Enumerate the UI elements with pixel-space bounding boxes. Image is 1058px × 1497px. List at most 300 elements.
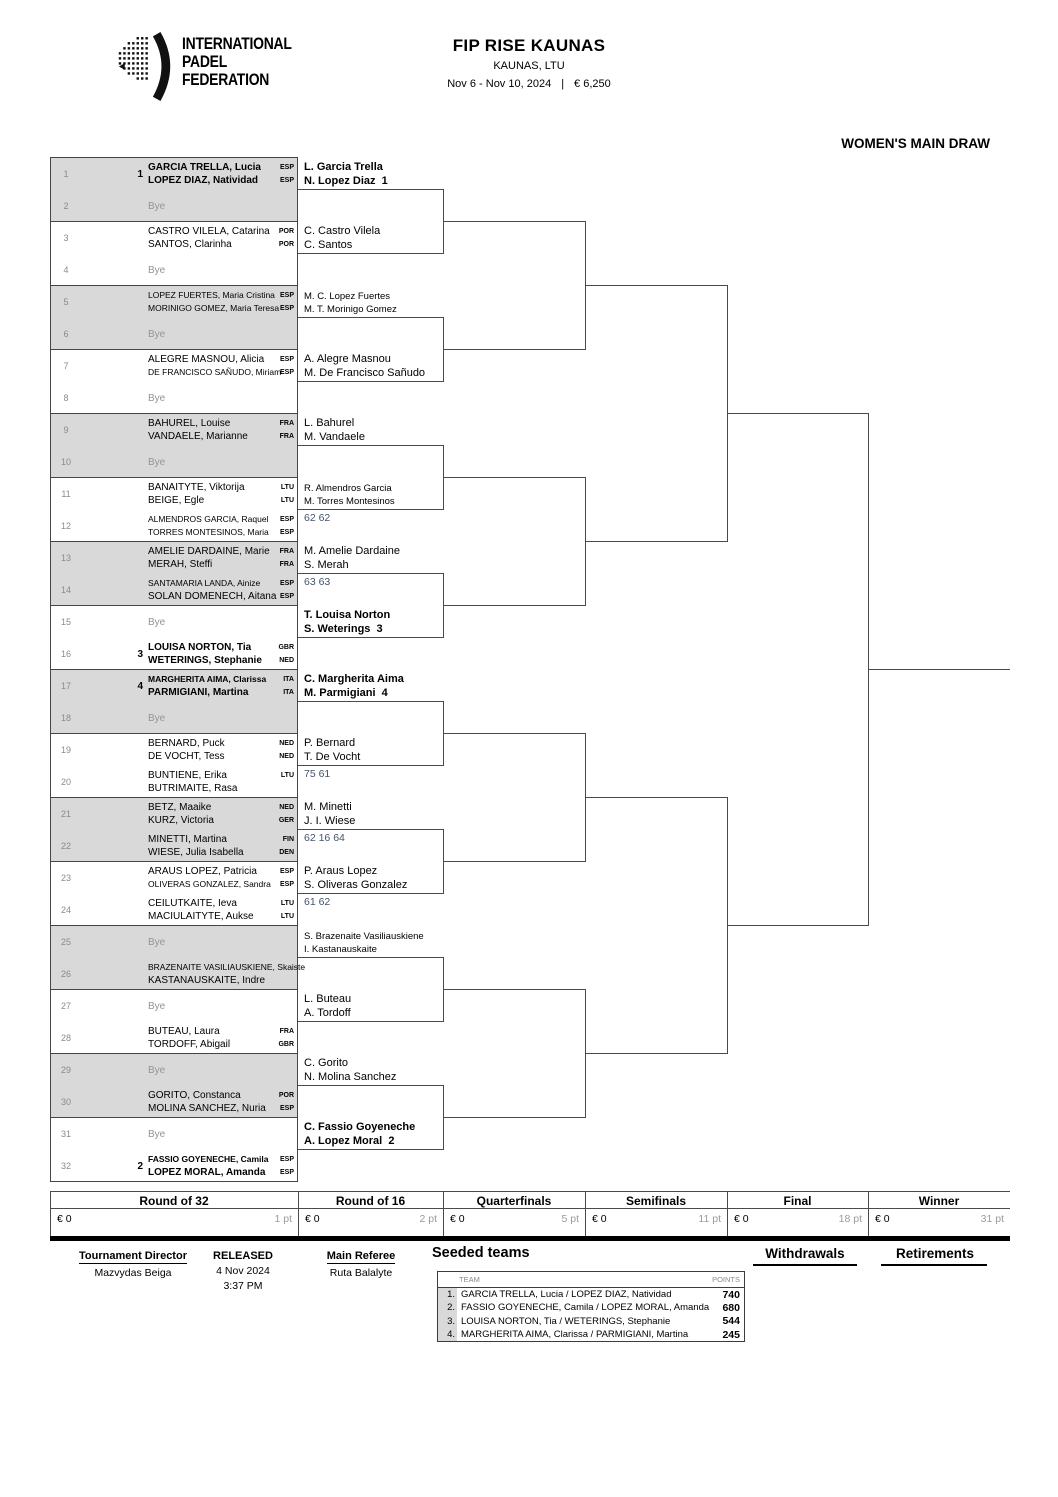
country-code	[292, 961, 294, 974]
retirements-heading: Retirements	[895, 1246, 975, 1261]
tournament-dates	[0, 78, 1058, 90]
bracket-slot	[51, 574, 297, 606]
winner-name: S. Weterings 3	[304, 622, 383, 635]
country-code: NED	[279, 740, 294, 747]
country-code: ESP	[279, 593, 294, 600]
country-code: GBR	[278, 1041, 294, 1048]
match-block	[50, 221, 298, 286]
winner-name: L. Garcia Trella	[304, 161, 383, 173]
slot-number: 20	[60, 777, 71, 787]
player-name: SOLAN DOMENECH, Aitana	[148, 591, 277, 602]
bracket-slot	[51, 478, 297, 510]
seeded-team-name: MARGHERITA AIMA, Clarissa / PARMIGIANI, Martina	[461, 1329, 689, 1341]
slot-number: 9	[63, 425, 69, 435]
country-code: FRA	[279, 420, 294, 427]
slot-number: 4	[63, 265, 69, 275]
team-names	[148, 1150, 268, 1182]
slot-number: 15	[60, 617, 71, 627]
slot-number: 28	[60, 1033, 71, 1043]
country-code: FRA	[279, 433, 294, 440]
country-code: ESP	[279, 1105, 294, 1112]
slot-number: 27	[60, 1001, 71, 1011]
country-code: GER	[278, 817, 294, 824]
country-codes	[280, 414, 294, 446]
player-name: LOPEZ FUERTES, Maria Cristina	[148, 290, 275, 300]
winner-name: N. Lopez Diaz 1	[304, 174, 388, 187]
country-code: LTU	[280, 497, 294, 504]
player-name: BANAITYTE, Viktorija	[148, 482, 245, 493]
slot-number: 31	[60, 1129, 71, 1139]
round-points: 2 pt	[419, 1213, 437, 1225]
match-block	[50, 541, 298, 606]
winner-name: J. I. Wiese	[304, 814, 356, 827]
main-referee-name: Ruta Balalyte	[329, 1267, 393, 1279]
slot-number: 23	[60, 873, 71, 883]
player-name: CEILUTKAITE, Ieva	[148, 898, 237, 909]
round-points: 18 pt	[838, 1213, 862, 1225]
round16-team-line	[298, 253, 443, 254]
seeded-team-name: GARCIA TRELLA, Lucia / LOPEZ DIAZ, Natividad	[461, 1289, 672, 1301]
match-block	[50, 605, 298, 670]
match-block	[50, 1053, 298, 1118]
round-label: Final	[783, 1194, 812, 1208]
country-codes	[279, 734, 294, 766]
winner-name: S. Oliveras Gonzalez	[304, 878, 408, 891]
bracket-slot	[51, 414, 297, 446]
player-name: ARAUS LOPEZ, Patricia	[148, 866, 257, 877]
seeded-team-row	[438, 1301, 744, 1314]
round16-team	[304, 800, 454, 828]
winner-name: M. T. Morinigo Gomez	[304, 303, 397, 315]
main-referee-block	[300, 1250, 422, 1279]
player-name: VANDAELE, Marianne	[148, 431, 248, 442]
slot-number: 7	[63, 361, 69, 371]
bracket-slot	[51, 158, 297, 190]
player-name: ALEGRE MASNOU, Alicia	[148, 354, 265, 365]
country-codes	[281, 478, 294, 510]
bye-label: Bye	[148, 936, 166, 948]
round-prize: € 0	[450, 1213, 465, 1225]
logo-line: PADEL	[182, 52, 227, 71]
slot-number: 22	[60, 841, 71, 851]
round16-team-line	[298, 381, 443, 382]
country-codes	[279, 222, 294, 254]
round16-team-line	[298, 829, 443, 830]
bye-label: Bye	[148, 1000, 166, 1012]
match-block	[50, 477, 298, 542]
bracket-slot	[51, 638, 297, 670]
seeded-table-header	[438, 1272, 744, 1288]
match-block	[50, 925, 306, 990]
bracket-slot	[51, 446, 297, 478]
team-column-header: TEAM	[459, 1275, 480, 1284]
slot-number: 12	[60, 521, 71, 531]
slot-number: 30	[60, 1097, 71, 1107]
slot-number: 3	[63, 233, 69, 243]
round16-team-line	[298, 957, 443, 958]
country-codes	[280, 510, 294, 542]
seed-number: 3	[137, 648, 143, 660]
seeded-team-points: 544	[722, 1315, 740, 1328]
team-names	[148, 542, 270, 574]
bracket-slot	[51, 318, 297, 350]
seeded-team-row	[438, 1288, 744, 1301]
player-name: MACIULAITYTE, Aukse	[148, 911, 254, 922]
match-block	[50, 1117, 298, 1182]
round16-team	[304, 224, 454, 252]
country-codes	[280, 862, 294, 894]
match-block	[50, 989, 298, 1054]
bracket-connector-line	[443, 989, 585, 990]
bracket-slot	[51, 926, 297, 958]
seed-number: 4	[137, 680, 143, 692]
bracket-slot	[51, 286, 297, 318]
round16-team	[304, 736, 454, 764]
country-codes	[280, 574, 294, 606]
player-name: AMELIE DARDAINE, Marie	[148, 546, 270, 557]
bracket-connector-line	[443, 477, 585, 478]
round-label: Round of 32	[139, 1194, 209, 1208]
player-name: MORINIGO GOMEZ, Maria Teresa	[148, 303, 280, 313]
round-points: 5 pt	[561, 1213, 579, 1225]
round16-team	[304, 608, 454, 636]
round-label: Semifinals	[625, 1194, 687, 1208]
round16-team	[304, 544, 454, 572]
match-block	[50, 349, 298, 414]
team-names	[148, 862, 271, 894]
tournament-director-block	[60, 1250, 206, 1279]
released-time: 3:37 PM	[223, 1280, 263, 1292]
team-names	[148, 222, 270, 254]
slot-number: 14	[60, 585, 71, 595]
slot-number: 25	[60, 937, 71, 947]
slot-number: 17	[60, 681, 71, 691]
slot-number: 24	[60, 905, 71, 915]
player-name: BUTEAU, Laura	[148, 1026, 220, 1037]
bracket-connector-line	[585, 285, 727, 286]
seeded-team-row	[438, 1315, 744, 1328]
seed-number: 1	[137, 168, 143, 180]
country-code: ESP	[279, 177, 294, 184]
seeded-team-points: 740	[722, 1288, 740, 1301]
round16-team-line	[298, 189, 443, 190]
country-code: ESP	[279, 868, 294, 875]
country-code: LTU	[280, 913, 294, 920]
country-code: ESP	[279, 292, 294, 299]
bracket-slot	[51, 1086, 297, 1118]
bracket-slot	[51, 190, 297, 222]
country-code: ESP	[279, 369, 294, 376]
bye-label: Bye	[148, 1064, 166, 1076]
country-codes	[283, 670, 294, 702]
tournament-header	[0, 36, 1058, 90]
seed-rank: 3.	[438, 1315, 457, 1328]
country-code: ESP	[279, 516, 294, 523]
round-points: 1 pt	[274, 1213, 292, 1225]
tournament-location: KAUNAS, LTU	[493, 60, 565, 72]
bracket-slot	[51, 510, 297, 542]
round16-team-line	[298, 765, 443, 766]
round16-team-line	[298, 509, 443, 510]
tournament-title: FIP RISE KAUNAS	[452, 36, 606, 55]
winner-name: A. Tordoff	[304, 1006, 351, 1019]
player-name: BAHUREL, Louise	[148, 418, 231, 429]
round16-team-line	[298, 701, 443, 702]
main-referee-label: Main Referee	[326, 1250, 396, 1262]
winner-name: M. De Francisco Sañudo	[304, 366, 426, 379]
winner-name: M. Torres Montesinos	[304, 495, 395, 507]
winner-name: S. Merah	[304, 558, 349, 571]
country-codes	[292, 958, 294, 990]
seed-rank: 4.	[438, 1328, 457, 1341]
player-name: MARGHERITA AIMA, Clarissa	[148, 674, 267, 684]
country-codes	[281, 894, 294, 926]
slot-number: 29	[60, 1065, 71, 1075]
bracket-slot	[51, 606, 297, 638]
seed-rank: 1.	[438, 1288, 457, 1301]
slot-number: 10	[60, 457, 71, 467]
bracket-slot	[51, 542, 297, 574]
bye-label: Bye	[148, 328, 166, 340]
player-name: BETZ, Maaike	[148, 802, 212, 813]
bracket-connector-line	[443, 1117, 585, 1118]
retirements-rule	[881, 1264, 987, 1266]
round16-team	[304, 992, 454, 1020]
country-codes	[280, 158, 294, 190]
team-names	[148, 894, 254, 926]
date-range: Nov 6 - Nov 10, 2024	[447, 78, 552, 90]
winner-name: C. Margherita Aima	[304, 673, 404, 685]
match-block	[50, 797, 298, 862]
round16-team-line	[298, 893, 443, 894]
country-code: FIN	[282, 836, 294, 843]
country-code: DEN	[279, 849, 294, 856]
seed-rank: 2.	[438, 1301, 457, 1314]
prize-money: € 6,250	[574, 78, 611, 90]
round16-team	[304, 160, 454, 188]
released-date: 4 Nov 2024	[216, 1265, 270, 1277]
slot-number: 18	[60, 713, 71, 723]
round-label: Quarterfinals	[476, 1194, 552, 1208]
round-points: 31 pt	[980, 1213, 1004, 1225]
tournament-director-name: Mazvydas Beiga	[94, 1267, 172, 1279]
country-code	[281, 782, 294, 795]
player-name: BRAZENAITE VASILIAUSKIENE, Skaiste	[148, 962, 306, 972]
country-code: ESP	[279, 529, 294, 536]
player-name: GARCIA TRELLA, Lucia	[148, 162, 261, 173]
round-label: Round of 16	[335, 1194, 406, 1208]
player-name: WETERINGS, Stephanie	[148, 655, 262, 666]
bracket-connector-line	[727, 925, 868, 926]
team-names	[148, 734, 225, 766]
logo-line: INTERNATIONAL	[182, 34, 292, 53]
slot-number: 8	[63, 393, 69, 403]
round-prize: € 0	[592, 1213, 607, 1225]
team-names	[148, 830, 244, 862]
slot-number: 11	[61, 489, 71, 499]
country-codes	[280, 350, 294, 382]
player-name: TORRES MONTESINOS, Maria	[148, 527, 269, 537]
team-names	[148, 478, 245, 510]
bracket-slot	[51, 1054, 297, 1086]
bracket-connector-line	[727, 413, 868, 414]
released-label: RELEASED	[213, 1250, 273, 1262]
seeded-team-name: LOUISA NORTON, Tia / WETERINGS, Stephanie	[461, 1315, 671, 1327]
winner-name: P. Bernard	[304, 737, 356, 749]
round16-team	[304, 864, 454, 892]
round16-team	[304, 416, 454, 444]
match-block	[50, 157, 298, 222]
country-code: NED	[279, 753, 294, 760]
round16-team-line	[298, 1021, 443, 1022]
round16-team	[304, 1120, 454, 1148]
player-name: BUTRIMAITE, Rasa	[148, 783, 238, 794]
winner-name: M. Minetti	[304, 801, 352, 813]
match-score: 62 62	[304, 512, 331, 524]
country-codes	[281, 766, 294, 798]
points-column-header: POINTS	[712, 1275, 740, 1284]
winner-name: C. Gorito	[304, 1057, 349, 1069]
country-codes	[279, 798, 294, 830]
seeded-team-name: FASSIO GOYENECHE, Camila / LOPEZ MORAL, Amanda	[461, 1302, 710, 1314]
country-code: ITA	[283, 676, 294, 683]
winner-name: L. Bahurel	[304, 417, 355, 429]
bye-label: Bye	[148, 264, 166, 276]
logo-line: FEDERATION	[182, 70, 270, 89]
bracket-slot	[51, 766, 297, 798]
bye-label: Bye	[148, 616, 166, 628]
slot-number: 6	[63, 329, 69, 339]
bracket-slot	[51, 862, 297, 894]
bracket-slot	[51, 670, 297, 702]
player-name: GORITO, Constanca	[148, 1090, 241, 1101]
team-names	[148, 350, 281, 382]
withdrawals-rule	[753, 1264, 857, 1266]
slot-number: 21	[60, 809, 71, 819]
bracket-connector-line	[443, 221, 585, 222]
match-score: 62 16 64	[304, 832, 345, 844]
team-names	[148, 958, 305, 990]
team-names	[148, 766, 237, 798]
seeded-team-points: 245	[722, 1328, 740, 1341]
round16-team-line	[298, 1149, 443, 1150]
round16-team-line	[298, 317, 443, 318]
bracket-connector-line	[443, 605, 585, 606]
country-codes	[280, 286, 294, 318]
winner-name: M. C. Lopez Fuertes	[304, 291, 391, 302]
match-block	[50, 733, 298, 798]
player-name: DE FRANCISCO SAÑUDO, Miriam	[148, 367, 282, 377]
released-block	[196, 1250, 290, 1292]
seeded-team-points: 680	[722, 1301, 740, 1314]
country-code: ESP	[279, 164, 294, 171]
player-name: OLIVERAS GONZALEZ, Sandra	[148, 879, 271, 889]
round-points: 11 pt	[698, 1213, 721, 1225]
round16-team	[304, 290, 454, 316]
bracket-connector-line	[585, 1053, 727, 1054]
bracket-slot	[51, 254, 297, 286]
bracket-slot	[51, 1150, 297, 1182]
round-label: Winner	[918, 1194, 960, 1208]
team-names	[148, 158, 261, 190]
team-names	[148, 798, 214, 830]
bracket-connector-line	[443, 733, 585, 734]
round16-team-line	[298, 573, 443, 574]
bracket-slot	[51, 798, 297, 830]
round-prize: € 0	[57, 1213, 72, 1225]
country-codes	[280, 1150, 294, 1182]
country-code: FRA	[279, 548, 294, 555]
round16-team	[304, 672, 454, 700]
player-name: WIESE, Julia Isabella	[148, 847, 244, 858]
player-name: FASSIO GOYENECHE, Camila	[148, 1154, 269, 1164]
winner-name: A. Alegre Masnou	[304, 353, 391, 365]
player-name: LOUISA NORTON, Tia	[148, 642, 252, 653]
bracket-connector-line	[585, 541, 727, 542]
country-code: ESP	[279, 356, 294, 363]
country-codes	[279, 830, 294, 862]
winner-name: S. Brazenaite Vasiliauskiene	[304, 931, 424, 942]
country-code: NED	[279, 657, 294, 664]
round-prize: € 0	[734, 1213, 749, 1225]
country-codes	[280, 542, 294, 574]
slot-number: 13	[60, 553, 71, 563]
match-score: 75 61	[304, 768, 331, 780]
winner-name: A. Lopez Moral 2	[304, 1134, 395, 1147]
team-names	[148, 574, 276, 606]
player-name: SANTAMARIA LANDA, Ainize	[148, 578, 261, 588]
country-code: FRA	[279, 561, 294, 568]
slot-number: 32	[60, 1161, 71, 1171]
round-prize: € 0	[305, 1213, 320, 1225]
player-name: LOPEZ DIAZ, Natividad	[148, 175, 259, 186]
country-code: NED	[279, 804, 294, 811]
player-name: BEIGE, Egle	[148, 495, 205, 506]
team-names	[148, 1022, 230, 1054]
player-name: MINETTI, Martina	[148, 834, 227, 845]
country-code: LTU	[280, 772, 294, 779]
slot-number: 26	[60, 969, 71, 979]
country-codes	[278, 1022, 294, 1054]
bye-label: Bye	[148, 200, 166, 212]
team-names	[148, 638, 262, 670]
bye-label: Bye	[148, 712, 166, 724]
team-names	[148, 1086, 266, 1118]
winner-name: M. Vandaele	[304, 430, 365, 443]
winner-name: C. Castro Vilela	[304, 225, 381, 237]
round16-team-line	[298, 637, 443, 638]
round16-team-line	[298, 445, 443, 446]
country-code: POR	[278, 1092, 294, 1099]
country-code: FRA	[279, 1028, 294, 1035]
round-prize: € 0	[875, 1213, 890, 1225]
winner-name: L. Buteau	[304, 993, 352, 1005]
bracket-connector-line	[443, 861, 585, 862]
bye-label: Bye	[148, 1128, 166, 1140]
separator: |	[561, 78, 565, 90]
match-score: 63 63	[304, 576, 331, 588]
slot-number: 5	[63, 297, 69, 307]
match-block	[50, 285, 298, 350]
bracket-slot	[51, 222, 297, 254]
player-name: LOPEZ MORAL, Amanda	[148, 1167, 266, 1178]
player-name: ALMENDROS GARCIA, Raquel	[148, 514, 269, 524]
match-block	[50, 861, 298, 926]
round16-team	[304, 930, 454, 956]
country-code: POR	[278, 241, 294, 248]
match-score: 61 62	[304, 896, 331, 908]
team-names	[148, 670, 266, 702]
